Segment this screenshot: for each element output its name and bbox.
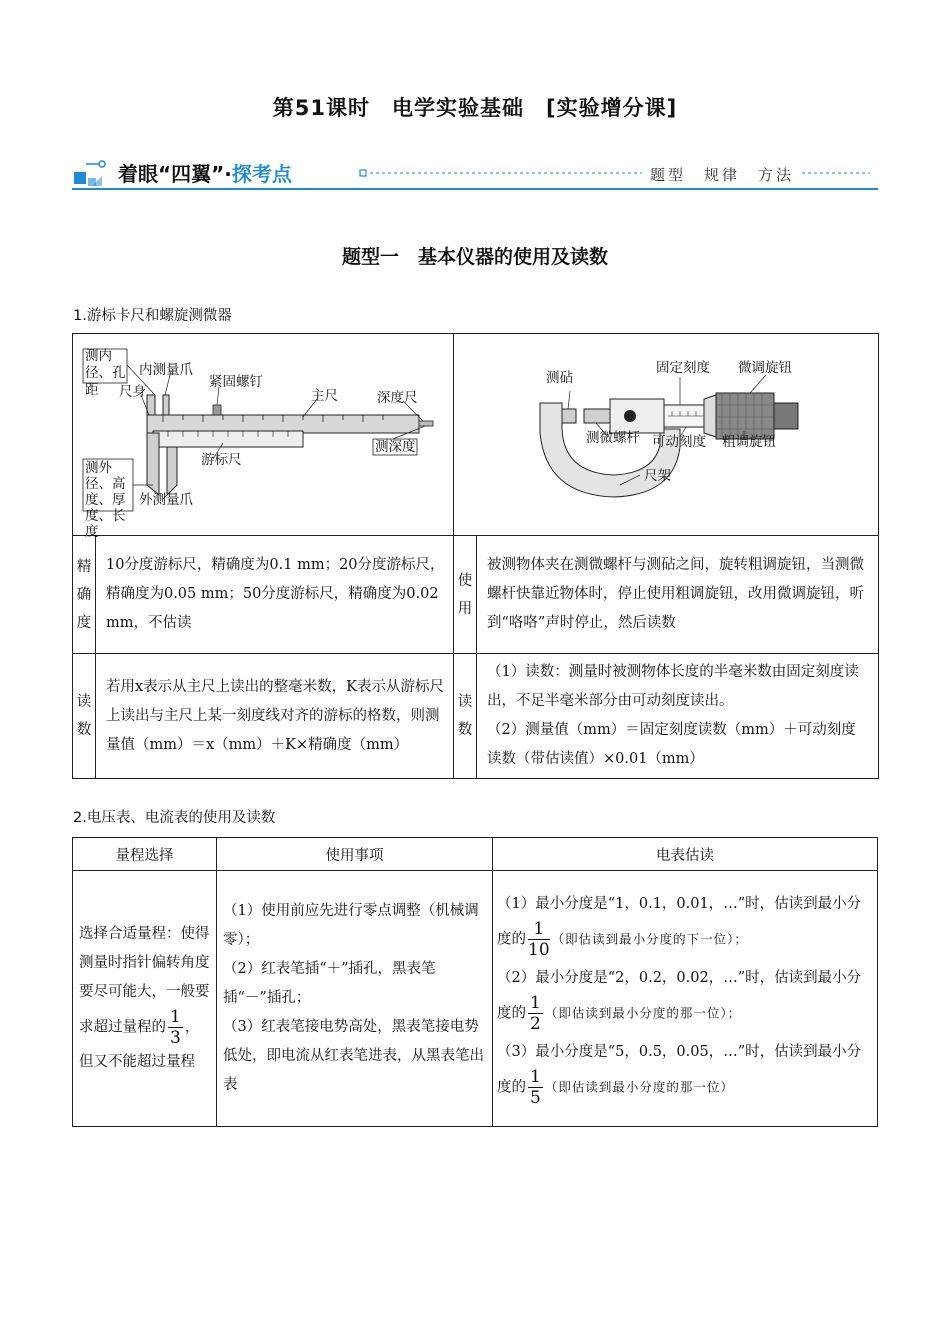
page-title: 第51课时 电学实验基础 [实验增分课]	[272, 96, 678, 120]
reading-text-left: 若用x表示从主尺上读出的整毫米数，K表示从游标尺上读出与主尺上某一刻度线对齐的游标的格数，则测量值（mm）＝x（mm）＋K×精确度（mm）	[95, 654, 453, 779]
label-inner-jaw: 内测量爪	[139, 362, 193, 378]
label-inner-diameter: 测内径、孔距	[85, 348, 126, 398]
label-frame: 尺架	[644, 468, 671, 484]
label-screw: 紧固螺钉	[209, 374, 263, 390]
label-outer: 测外径、高度、厚度、长度	[85, 460, 126, 540]
part2-heading: 2.电压表、电流表的使用及读数	[73, 810, 276, 826]
part1-heading: 1.游标卡尺和螺旋测微器	[73, 308, 232, 324]
usage-item: （2）红表笔插“＋”插孔，黑表笔插“－”插孔；	[223, 961, 436, 1006]
label-depth-rod: 深度尺	[377, 390, 418, 406]
square-icon	[74, 172, 86, 184]
instrument-table	[72, 333, 879, 779]
precision-label: 精确度	[73, 536, 96, 654]
label-anvil: 测砧	[546, 370, 573, 386]
section-heading: 题型一 基本仪器的使用及读数	[341, 246, 608, 268]
header-usage: 使用事项	[217, 838, 493, 871]
estimate-item: （1）最小分度是“1，0.1，0.01，…”时，估读到最小分度的 $\frac{1}{10}$ （即估读到最小分度的下一位）；	[497, 895, 862, 960]
usage-item: （3）红表笔接电势高处，黑表笔接电势低处，即电流从红表笔进表，从黑表笔出表	[223, 1019, 484, 1093]
label-body: 尺身	[119, 384, 146, 400]
usage-cell	[217, 871, 493, 1127]
label-vernier: 游标尺	[201, 452, 242, 468]
use-text: 被测物体夹在测微螺杆与测砧之间，旋转粗调旋钮，当测微螺杆快靠近物体时，停止使用粗调旋钮，改用微调旋钮，听到“咯咯”声时停止，然后读数	[477, 536, 879, 654]
range-cell: 选择合适量程：使得测量时指针偏转角度要尽可能大，一般要求超过量程的 $\frac{1}{3}$ ，但又不能超过量程	[73, 871, 217, 1127]
reading-text-right: （1）读数：测量时被测物体长度的半毫米数由固定刻度读出，不足半毫米部分由可动刻度读出。 （2）测量值（mm）＝固定刻度读数（mm）＋可动刻度读数（带估读值）×0.01（mm）	[477, 654, 879, 779]
estimate-cell	[493, 871, 878, 1127]
precision-text: 10分度游标尺，精确度为0.1 mm；20分度游标尺，精确度为0.05 mm；50分度游标尺，精确度为0.02 mm，不估读	[95, 536, 453, 654]
reading-label-right: 读数	[454, 654, 477, 779]
label-fixed-scale: 固定刻度	[656, 360, 710, 376]
micrometer-figure-cell	[454, 334, 879, 536]
label-depth: 测深度	[375, 439, 416, 455]
header-range: 量程选择	[73, 838, 217, 871]
estimate-item: （2）最小分度是“2，0.2，0.02，…”时，估读到最小分度的 $\frac{1}{2}$ （即估读到最小分度的那一位）；	[497, 969, 862, 1034]
label-main-scale: 主尺	[311, 388, 338, 404]
use-label: 使用	[454, 536, 477, 654]
reading-label-left: 读数	[73, 654, 96, 779]
label-movable-scale: 可动刻度	[652, 434, 706, 450]
caliper-figure-cell	[73, 334, 454, 540]
fraction-one-third: $\frac{1}{3}$	[170, 1007, 181, 1048]
label-outer-jaw: 外测量爪	[139, 492, 193, 508]
label-coarse-knob: 粗调旋钮	[722, 434, 776, 450]
header-estimate: 电表估读	[493, 838, 878, 871]
estimate-item: （3）最小分度是“5，0.5，0.05，…”时，估读到最小分度的 $\frac{1}{5}$ （即估读到最小分度的那一位）	[497, 1043, 862, 1108]
label-fine-knob: 微调旋钮	[738, 360, 792, 376]
banner-tags: 题型 规律 方法	[650, 166, 795, 184]
usage-item: （1）使用前应先进行零点调整（机械调零）；	[223, 903, 479, 948]
banner-label: 着眼“四翼”·探考点	[118, 162, 292, 186]
meter-table	[72, 837, 878, 1127]
label-spindle: 测微螺杆	[586, 430, 640, 446]
